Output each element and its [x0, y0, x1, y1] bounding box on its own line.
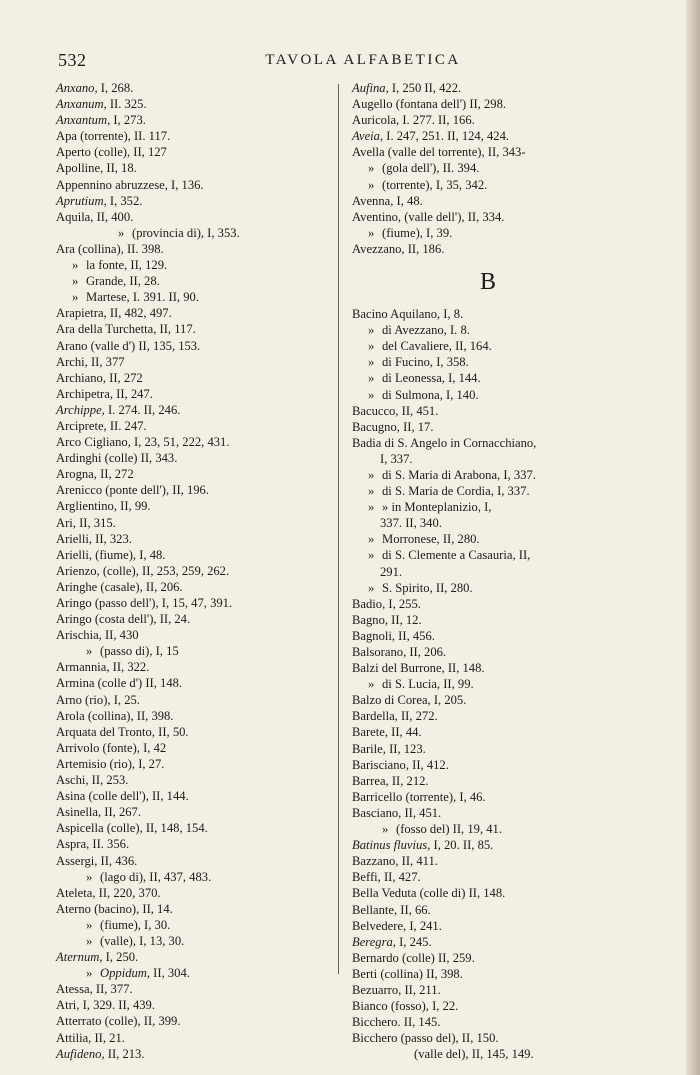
- entry-heading: Balsorano, II, 206.: [352, 645, 447, 659]
- index-entry: [352, 322, 624, 338]
- index-entry: [352, 741, 624, 757]
- entry-heading: di S. Maria di Arabona, I, 337.: [382, 467, 536, 482]
- index-entry: [352, 128, 624, 144]
- entry-heading: di S. Maria de Cordia, I, 337.: [382, 484, 530, 499]
- index-entry: [56, 643, 328, 659]
- ditto-mark: »: [86, 869, 93, 884]
- index-entry: [56, 965, 328, 981]
- entry-heading: Arola (collina), II, 398.: [56, 708, 174, 723]
- entry-heading: Arciprete, II. 247.: [56, 418, 147, 433]
- entry-heading: Avenna, I, 48.: [352, 193, 423, 208]
- entry-heading: Balzo di Corea, I, 205.: [352, 693, 467, 708]
- ditto-mark: »: [368, 677, 375, 692]
- index-entry: [352, 547, 624, 563]
- index-group-a: [352, 80, 624, 257]
- index-entry: [352, 773, 624, 789]
- entry-heading: Berti (collina) II, 398.: [352, 966, 463, 981]
- entry-heading: Morronese, II, 280.: [382, 532, 480, 547]
- index-entry: [56, 692, 328, 708]
- entry-heading: Anxantum,: [56, 113, 111, 128]
- index-entry: [352, 435, 624, 451]
- ditto-mark: »: [368, 548, 375, 563]
- ditto-mark: »: [368, 484, 375, 499]
- ditto-mark: »: [382, 822, 389, 837]
- index-entry: [352, 853, 624, 869]
- index-entry: [352, 483, 624, 499]
- entry-heading: I, 337.: [380, 451, 413, 466]
- index-entry: [56, 144, 328, 160]
- entry-references: I, 352.: [106, 193, 143, 208]
- entry-heading: Anxano,: [56, 81, 98, 95]
- index-entry: [56, 724, 328, 740]
- index-entry: [56, 531, 328, 547]
- index-entry: [56, 321, 328, 337]
- page-number: 532: [58, 50, 87, 70]
- entry-heading: Badia di S. Angelo in Cornacchiano,: [352, 435, 537, 450]
- index-entry: [352, 724, 624, 740]
- entry-heading: Anxanum,: [56, 97, 107, 112]
- entry-heading: di S. Clemente a Casauria, II,: [382, 548, 531, 563]
- entry-heading: Atessa, II, 377.: [56, 982, 133, 997]
- entry-heading: Bernardo (colle) II, 259.: [352, 950, 475, 965]
- entry-heading: Avezzano, II, 186.: [352, 241, 445, 256]
- index-entry: [352, 660, 624, 676]
- entry-heading: Aringo (costa dell'), II, 24.: [56, 612, 191, 627]
- entry-heading: la fonte, II, 129.: [86, 258, 168, 273]
- entry-heading: Archipetra, II, 247.: [56, 386, 153, 401]
- index-entry: [352, 354, 624, 370]
- index-entry: [56, 402, 328, 418]
- index-entry: [56, 740, 328, 756]
- index-column-left: [56, 80, 328, 1062]
- entry-heading: Assergi, II, 436.: [56, 853, 138, 868]
- index-entry: [352, 338, 624, 354]
- ditto-mark: »: [72, 290, 79, 305]
- entry-heading: Arrivolo (fonte), I, 42: [56, 740, 167, 755]
- ditto-mark: »: [86, 966, 93, 981]
- entry-heading: Aperto (colle), II, 127: [56, 145, 167, 160]
- index-entry: [56, 547, 328, 563]
- entry-references: II, 213.: [104, 1046, 145, 1061]
- index-entry: [352, 160, 624, 176]
- entry-heading: di Avezzano, I. 8.: [382, 323, 470, 338]
- ditto-mark: »: [368, 387, 375, 402]
- entry-references: I, 268.: [97, 81, 134, 95]
- index-entry: [352, 757, 624, 773]
- entry-heading: Apolline, II, 18.: [56, 161, 137, 176]
- entry-heading: Archippe,: [56, 402, 105, 417]
- entry-references: I, 273.: [110, 113, 146, 128]
- entry-heading: Arquata del Tronto, II, 50.: [56, 724, 189, 739]
- index-entry: [352, 692, 624, 708]
- index-entry: [352, 789, 624, 805]
- index-entry: [352, 628, 624, 644]
- index-entry: [56, 160, 328, 176]
- index-entry: [56, 820, 328, 836]
- running-title: TAVOLA ALFABETICA: [265, 52, 461, 68]
- entry-heading: Attilia, II, 21.: [56, 1030, 125, 1045]
- index-entry: [56, 177, 328, 193]
- entry-heading: (fosso del) II, 19, 41.: [396, 822, 502, 837]
- index-entry: [352, 467, 624, 483]
- entry-heading: Aringhe (casale), II, 206.: [56, 579, 183, 594]
- entry-heading: Ara della Turchetta, II, 117.: [56, 322, 196, 337]
- entry-heading: Atri, I, 329. II, 439.: [56, 998, 155, 1013]
- entry-heading: Apa (torrente), II. 117.: [56, 129, 171, 144]
- entry-heading: Basciano, II, 451.: [352, 805, 442, 820]
- entry-heading: Arglientino, II, 99.: [56, 499, 151, 514]
- ditto-mark: »: [118, 225, 125, 240]
- index-entry: [56, 869, 328, 885]
- entry-heading: Batinus fluvius,: [352, 838, 431, 853]
- entry-heading: Avella (valle del torrente), II, 343-: [352, 145, 526, 160]
- entry-heading: Aquila, II, 400.: [56, 209, 134, 224]
- index-entry: [56, 1030, 328, 1046]
- index-entry: [352, 387, 624, 403]
- index-column-right: [352, 80, 624, 1062]
- index-entry: [352, 950, 624, 966]
- index-entry: [56, 354, 328, 370]
- entry-heading: (passo di), I, 15: [100, 644, 179, 659]
- index-entry: [352, 1046, 624, 1062]
- entry-heading: Ateleta, II, 220, 370.: [56, 885, 161, 900]
- entry-heading: di Sulmona, I, 140.: [382, 387, 479, 402]
- entry-heading: Bellante, II, 66.: [352, 902, 431, 917]
- entry-heading: Badio, I, 255.: [352, 596, 421, 611]
- entry-heading: Beffi, II, 427.: [352, 870, 421, 885]
- index-entry: [56, 853, 328, 869]
- entry-heading: Grande, II, 28.: [86, 274, 160, 289]
- entry-heading: di S. Lucia, II, 99.: [382, 677, 474, 692]
- entry-heading: (valle del), II, 145, 149.: [414, 1047, 534, 1062]
- index-entry: [352, 531, 624, 547]
- entry-heading: Arco Cigliano, I, 23, 51, 222, 431.: [56, 435, 230, 450]
- index-entry: [352, 934, 624, 950]
- index-entry: [56, 96, 328, 112]
- entry-heading: » in Monteplanizio, I,: [382, 500, 492, 515]
- entry-heading: (valle), I, 13, 30.: [100, 933, 185, 948]
- entry-heading: Bianco (fosso), I, 22.: [352, 999, 459, 1014]
- ditto-mark: »: [368, 339, 375, 354]
- index-entry: [56, 611, 328, 627]
- entry-references: I, 250.: [102, 950, 139, 965]
- entry-heading: Arno (rio), I, 25.: [56, 692, 140, 707]
- entry-heading: Aprutium,: [56, 193, 107, 208]
- index-entry: [352, 451, 624, 467]
- entry-heading: Asina (colle dell'), II, 144.: [56, 789, 189, 804]
- entry-heading: (fiume), I, 39.: [382, 225, 453, 240]
- entry-heading: Bella Veduta (colle di) II, 148.: [352, 886, 506, 901]
- entry-references: I. 247, 251. II, 124, 424.: [383, 129, 510, 144]
- entry-heading: di Leonessa, I, 144.: [382, 371, 481, 386]
- index-entry: [352, 644, 624, 660]
- entry-heading: Aufideno,: [56, 1046, 105, 1061]
- index-entry: [352, 596, 624, 612]
- index-entry: [56, 193, 328, 209]
- entry-heading: (provincia di), I, 353.: [132, 225, 240, 240]
- index-entry: [352, 1014, 624, 1030]
- entry-heading: (gola dell'), II. 394.: [382, 161, 480, 176]
- index-entry: [56, 997, 328, 1013]
- index-entry: [352, 966, 624, 982]
- entry-references: I. 274. II, 246.: [104, 402, 181, 417]
- ditto-mark: »: [368, 467, 375, 482]
- entry-heading: Ardinghi (colle) II, 343.: [56, 451, 178, 466]
- entry-heading: (lago di), II, 437, 483.: [100, 869, 212, 884]
- index-entry: [56, 370, 328, 386]
- index-entry: [352, 1030, 624, 1046]
- entry-heading: 291.: [380, 564, 403, 579]
- ditto-mark: »: [368, 161, 375, 176]
- entry-heading: Armina (colle d') II, 148.: [56, 676, 183, 691]
- ditto-mark: »: [86, 933, 93, 948]
- index-entry: [352, 837, 624, 853]
- index-entry: [56, 659, 328, 675]
- entry-heading: Martese, I. 391. II, 90.: [86, 290, 199, 305]
- entry-heading: Arielli, II, 323.: [56, 531, 132, 546]
- entry-heading: Arischia, II, 430: [56, 628, 139, 643]
- index-entry: [352, 419, 624, 435]
- entry-heading: Bazzano, II, 411.: [352, 854, 438, 869]
- entry-heading: Armannia, II, 322.: [56, 660, 150, 675]
- index-entry: [56, 981, 328, 997]
- index-entry: [352, 225, 624, 241]
- entry-heading: Balzi del Burrone, II, 148.: [352, 661, 485, 676]
- index-entry: [352, 885, 624, 901]
- ditto-mark: »: [368, 500, 375, 515]
- entry-heading: Bacino Aquilano, I, 8.: [352, 307, 464, 322]
- index-entry: [56, 338, 328, 354]
- index-entry: [56, 418, 328, 434]
- entry-heading: Beregra,: [352, 934, 396, 949]
- index-entry: [352, 403, 624, 419]
- entry-heading: Barete, II, 44.: [352, 725, 422, 740]
- entry-heading: 337. II, 340.: [380, 516, 442, 531]
- entry-heading: Appennino abruzzese, I, 136.: [56, 177, 204, 192]
- index-entry: [352, 144, 624, 160]
- entry-heading: Arano (valle d') II, 135, 153.: [56, 338, 201, 353]
- index-entry: [352, 805, 624, 821]
- index-group-b: [352, 306, 624, 1062]
- index-entry: [56, 627, 328, 643]
- index-entry: [56, 257, 328, 273]
- index-entry: [56, 949, 328, 965]
- index-entry: [56, 450, 328, 466]
- ditto-mark: »: [368, 225, 375, 240]
- ditto-mark: »: [368, 355, 375, 370]
- index-entry: [352, 998, 624, 1014]
- entry-heading: del Cavaliere, II, 164.: [382, 339, 492, 354]
- index-entry: [56, 434, 328, 450]
- index-entry: [56, 466, 328, 482]
- entry-heading: Artemisio (rio), I, 27.: [56, 756, 165, 771]
- ditto-mark: »: [368, 323, 375, 338]
- entry-heading: Bacucco, II, 451.: [352, 403, 439, 418]
- ditto-mark: »: [368, 177, 375, 192]
- index-entry: [352, 869, 624, 885]
- index-entry: [56, 885, 328, 901]
- index-entry: [352, 515, 624, 531]
- index-entry: [56, 675, 328, 691]
- index-entry: [352, 96, 624, 112]
- index-entry: [56, 756, 328, 772]
- entry-heading: Bicchero (passo del), II, 150.: [352, 1031, 499, 1046]
- entry-heading: Ara (collina), II. 398.: [56, 241, 164, 256]
- entry-heading: Bardella, II, 272.: [352, 709, 438, 724]
- entry-heading: Barricello (torrente), I, 46.: [352, 789, 486, 804]
- entry-heading: Aternum,: [56, 950, 103, 965]
- index-entry: [56, 209, 328, 225]
- index-entry: [56, 128, 328, 144]
- index-entry: [56, 482, 328, 498]
- index-entry: [352, 112, 624, 128]
- index-entry: [56, 1013, 328, 1029]
- page-header: [58, 50, 668, 76]
- page-edge-shadow: [686, 0, 700, 1075]
- index-entry: [352, 612, 624, 628]
- entry-heading: Archi, II, 377: [56, 354, 125, 369]
- index-entry: [56, 836, 328, 852]
- index-entry: [56, 563, 328, 579]
- index-entry: [352, 80, 624, 96]
- index-entry: [56, 933, 328, 949]
- index-entry: [56, 708, 328, 724]
- entry-heading: Aringo (passo dell'), I, 15, 47, 391.: [56, 596, 233, 610]
- index-entry: [56, 579, 328, 595]
- index-entry: [56, 901, 328, 917]
- entry-heading: Atterrato (colle), II, 399.: [56, 1014, 181, 1029]
- entry-heading: Arenicco (ponte dell'), II, 196.: [56, 483, 209, 498]
- entry-heading: (fiume), I, 30.: [100, 917, 171, 932]
- entry-heading: Aterno (bacino), II, 14.: [56, 901, 173, 916]
- entry-heading: Bagnoli, II, 456.: [352, 628, 435, 643]
- section-letter: B: [479, 269, 496, 296]
- index-entry: [56, 241, 328, 257]
- index-entry: [56, 273, 328, 289]
- index-entry: [56, 112, 328, 128]
- entry-heading: Aveia,: [352, 129, 384, 144]
- entry-heading: Bacugno, II, 17.: [352, 419, 434, 434]
- entry-heading: Aschi, II, 253.: [56, 773, 129, 788]
- entry-references: I, 20. II, 85.: [430, 838, 494, 853]
- entry-heading: Arienzo, (colle), II, 253, 259, 262.: [56, 563, 230, 578]
- entry-heading: (torrente), I, 35, 342.: [382, 177, 488, 192]
- entry-references: II, 304.: [150, 966, 190, 981]
- entry-heading: Oppidum,: [100, 966, 151, 981]
- index-entry: [352, 564, 624, 580]
- index-entry: [352, 370, 624, 386]
- index-entry: [56, 225, 328, 241]
- entry-heading: Aspicella (colle), II, 148, 154.: [56, 821, 208, 836]
- entry-heading: Arogna, II, 272: [56, 467, 134, 482]
- index-entry: [56, 515, 328, 531]
- index-entry: [352, 499, 624, 515]
- index-entry: [56, 80, 328, 96]
- index-entry: [352, 306, 624, 322]
- entry-heading: Arapietra, II, 482, 497.: [56, 306, 172, 321]
- entry-heading: Archiano, II, 272: [56, 370, 143, 385]
- index-entry: [352, 918, 624, 934]
- index-entry: [56, 772, 328, 788]
- entry-heading: Bezuarro, II, 211.: [352, 982, 441, 997]
- index-entry: [352, 580, 624, 596]
- entry-heading: Belvedere, I, 241.: [352, 918, 442, 933]
- index-entry: [56, 804, 328, 820]
- entry-references: I, 245.: [395, 934, 432, 949]
- index-entry: [56, 386, 328, 402]
- entry-heading: Asinella, II, 267.: [56, 805, 141, 820]
- entry-heading: S. Spirito, II, 280.: [382, 580, 473, 595]
- ditto-mark: »: [368, 371, 375, 386]
- entry-heading: Barisciano, II, 412.: [352, 757, 449, 772]
- index-entry: [56, 595, 328, 611]
- index-entry: [56, 498, 328, 514]
- entry-heading: Ari, II, 315.: [56, 515, 116, 530]
- ditto-mark: »: [72, 258, 79, 273]
- index-entry: [352, 676, 624, 692]
- ditto-mark: »: [86, 644, 93, 659]
- ditto-mark: »: [72, 274, 79, 289]
- entry-heading: Bagno, II, 12.: [352, 612, 422, 627]
- index-entry: [352, 982, 624, 998]
- index-entry: [352, 708, 624, 724]
- index-entry: [56, 1046, 328, 1062]
- index-entry: [352, 209, 624, 225]
- entry-heading: Arielli, (fiume), I, 48.: [56, 547, 166, 562]
- entry-heading: Augello (fontana dell') II, 298.: [352, 97, 507, 112]
- index-entry: [352, 241, 624, 257]
- entry-references: II. 325.: [106, 97, 147, 112]
- index-entry: [56, 289, 328, 305]
- index-entry: [56, 305, 328, 321]
- entry-heading: Aspra, II. 356.: [56, 837, 130, 852]
- ditto-mark: »: [86, 917, 93, 932]
- entry-heading: Aventino, (valle dell'), II, 334.: [352, 209, 505, 224]
- index-entry: [352, 821, 624, 837]
- entry-heading: Auricola, I. 277. II, 166.: [352, 113, 475, 128]
- entry-heading: Aufina,: [352, 81, 389, 95]
- index-entry: [352, 902, 624, 918]
- index-entry: [352, 193, 624, 209]
- index-entry: [56, 917, 328, 933]
- entry-references: I, 250 II, 422.: [388, 81, 462, 95]
- ditto-mark: »: [368, 580, 375, 595]
- index-entry: [56, 788, 328, 804]
- entry-heading: di Fucino, I, 358.: [382, 355, 469, 370]
- entry-heading: Barile, II, 123.: [352, 741, 426, 756]
- column-divider: [338, 84, 339, 974]
- entry-heading: Bicchero. II, 145.: [352, 1015, 441, 1030]
- entry-heading: Barrea, II, 212.: [352, 773, 429, 788]
- index-entry: [352, 177, 624, 193]
- ditto-mark: »: [368, 532, 375, 547]
